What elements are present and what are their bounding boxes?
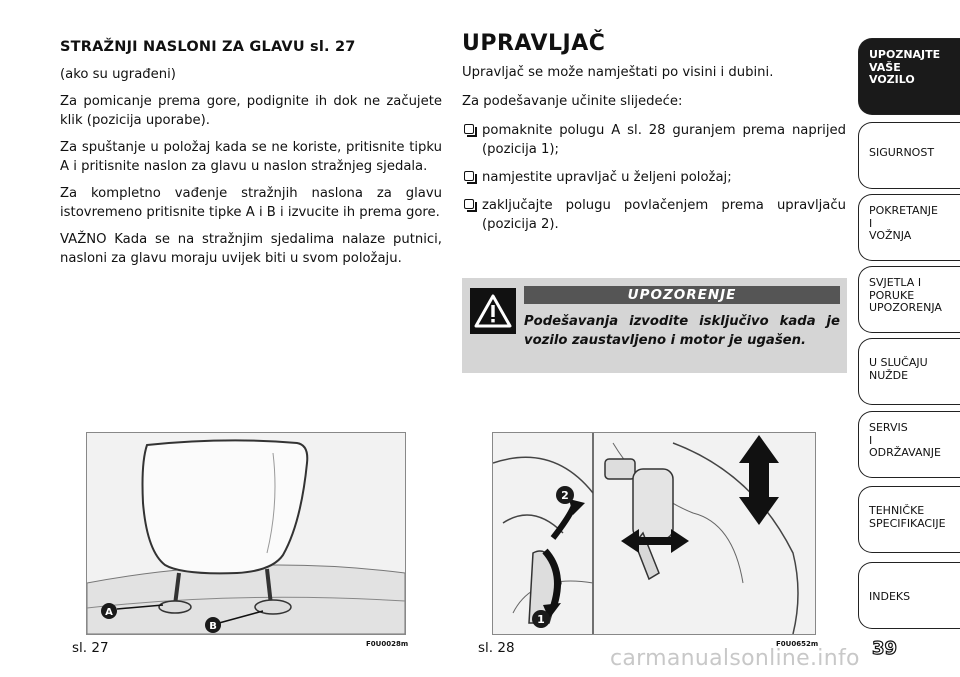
figure-code-28: F0U0652m xyxy=(776,640,819,648)
checkbox-bullet-icon xyxy=(464,124,474,134)
figure-steering-lever xyxy=(492,432,816,635)
list-item: zaključajte polugu povlačenjem prema upravljaču (pozicija 2). xyxy=(462,196,846,234)
callout-1-label: 1 xyxy=(537,613,545,626)
checkbox-bullet-icon xyxy=(464,171,474,181)
watermark: carmanualsonline.info xyxy=(610,646,860,671)
tab-upoznajte-vase-vozilo[interactable]: UPOZNAJTE VAŠE VOZILO xyxy=(858,38,960,115)
page-number: 39 xyxy=(872,638,898,659)
paragraph: (ako su ugrađeni) xyxy=(60,67,176,82)
warning-triangle-icon xyxy=(470,288,516,334)
paragraph: Upravljač se može namještati po visini i dubini. xyxy=(462,65,774,80)
tab-servis-i-odrzavanje[interactable]: SERVIS I ODRŽAVANJE xyxy=(858,411,960,478)
figure-caption-27: sl. 27 xyxy=(72,640,109,656)
figure-head-restraint xyxy=(86,432,406,635)
paragraph: Za spuštanje u položaj kada se ne koriste, pritisnite tipku A i pritisnite naslon za glavu u naslon stražnjeg sjedala. xyxy=(60,140,442,174)
paragraph-important: VAŽNO Kada se na stražnjim sjedalima nalaze putnici, nasloni za glavu moraju uvijek biti u svom položaju. xyxy=(60,232,442,266)
warning-title: UPOZORENJE xyxy=(524,286,840,304)
tab-indeks[interactable]: INDEKS xyxy=(858,562,960,629)
paragraph: Za pomicanje prema gore, podignite ih dok ne začujete klik (pozicija uporabe). xyxy=(60,94,442,128)
section-heading-head-restraints: STRAŽNJI NASLONI ZA GLAVU sl. 27 xyxy=(60,39,356,55)
list-item: namjestite upravljač u željeni položaj; xyxy=(462,168,846,187)
tab-sigurnost[interactable]: SIGURNOST xyxy=(858,122,960,189)
paragraph: Za kompletno vađenje stražnjih naslona za glavu istovremeno pritisnite tipke A i B i izvucite ih prema gore. xyxy=(60,186,442,220)
callout-a-label: A xyxy=(105,607,113,618)
tab-pokretanje-i-voznja[interactable]: POKRETANJE I VOŽNJA xyxy=(858,194,960,261)
tab-svjetla-i-poruke[interactable]: SVJETLA I PORUKE UPOZORENJA xyxy=(858,266,960,333)
warning-text: Podešavanja izvodite isključivo kada je vozilo zaustavljeno i motor je ugašen. xyxy=(524,314,840,348)
callout-2-label: 2 xyxy=(561,489,569,502)
list-item: pomaknite polugu A sl. 28 guranjem prema naprijed (pozicija 1); xyxy=(462,121,846,159)
instruction-list xyxy=(462,121,846,234)
right-column xyxy=(462,31,846,243)
tab-tehnicke-specifikacije[interactable]: TEHNIČKE SPECIFIKACIJE xyxy=(858,486,960,553)
callout-b-label: B xyxy=(209,621,217,632)
paragraph: Za podešavanje učinite slijedeće: xyxy=(462,94,683,109)
figure-code-27: F0U0028m xyxy=(366,640,409,648)
left-column xyxy=(60,38,442,276)
checkbox-bullet-icon xyxy=(464,199,474,209)
tab-u-slucaju-nuzde[interactable]: U SLUČAJU NUŽDE xyxy=(858,338,960,405)
warning-box xyxy=(462,278,847,373)
figure-caption-28: sl. 28 xyxy=(478,640,515,656)
section-heading-steering-wheel: UPRAVLJAČ xyxy=(462,31,606,56)
